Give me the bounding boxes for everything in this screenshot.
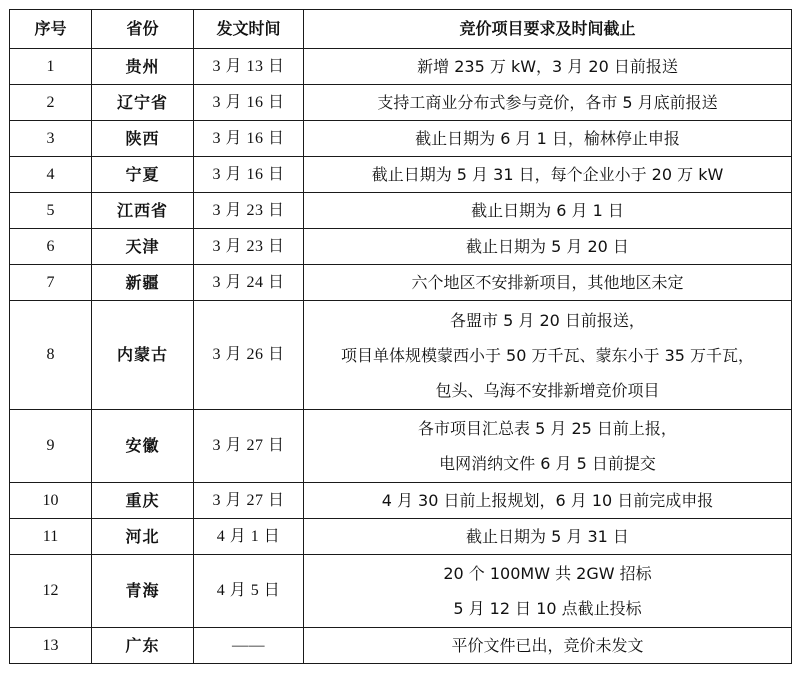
- province-cell: 重庆: [92, 483, 194, 519]
- requirement-line: 包头、乌海不安排新增竞价项目: [435, 380, 660, 400]
- table-row: [10, 265, 792, 301]
- requirement-cell: [304, 555, 792, 628]
- row-number-cell: 5: [10, 193, 92, 229]
- row-number-cell: 10: [10, 483, 92, 519]
- row-number-cell: 8: [10, 301, 92, 410]
- issue-date-cell: ——: [194, 628, 304, 664]
- requirement-cell: [304, 628, 792, 664]
- bidding-table: [9, 9, 792, 664]
- province-cell: 广东: [92, 628, 194, 664]
- row-number-cell: 3: [10, 121, 92, 157]
- requirement-line: 20 个 100MW 共 2GW 招标: [443, 564, 652, 583]
- province-cell: 新疆: [92, 265, 194, 301]
- issue-date-cell: 4 月 5 日: [194, 555, 304, 628]
- requirement-cell: [304, 229, 792, 265]
- requirement-cell: [304, 49, 792, 85]
- requirement-cell: [304, 85, 792, 121]
- issue-date-cell: 3 月 16 日: [194, 157, 304, 193]
- table-row: [10, 301, 792, 410]
- row-number-cell: 4: [10, 157, 92, 193]
- table-row: [10, 85, 792, 121]
- province-cell: 宁夏: [92, 157, 194, 193]
- row-number-cell: 13: [10, 628, 92, 664]
- header-cell-requirement: 竞价项目要求及时间截止: [304, 10, 792, 49]
- requirement-cell: [304, 265, 792, 301]
- row-number-cell: 12: [10, 555, 92, 628]
- table-row: [10, 157, 792, 193]
- table-row: [10, 121, 792, 157]
- requirement-line: 5 月 12 日 10 点截止投标: [453, 599, 642, 618]
- table-row: [10, 49, 792, 85]
- province-cell: 辽宁省: [92, 85, 194, 121]
- issue-date-cell: 4 月 1 日: [194, 519, 304, 555]
- issue-date-cell: 3 月 23 日: [194, 229, 304, 265]
- province-cell: 青海: [92, 555, 194, 628]
- issue-date-cell: 3 月 27 日: [194, 483, 304, 519]
- issue-date-cell: 3 月 23 日: [194, 193, 304, 229]
- table-row: [10, 555, 792, 628]
- table-row: [10, 519, 792, 555]
- issue-date-cell: 3 月 16 日: [194, 121, 304, 157]
- issue-date-cell: 3 月 26 日: [194, 301, 304, 410]
- province-cell: 内蒙古: [92, 301, 194, 410]
- row-number-cell: 7: [10, 265, 92, 301]
- row-number-cell: 1: [10, 49, 92, 85]
- requirement-line: 4 月 30 日前上报规划，6 月 10 日前完成申报: [381, 491, 714, 510]
- table-body: [10, 49, 792, 664]
- issue-date-cell: 3 月 27 日: [194, 410, 304, 483]
- row-number-cell: 6: [10, 229, 92, 265]
- row-number-cell: 11: [10, 519, 92, 555]
- requirement-line: 电网消纳文件 6 月 5 日前提交: [439, 454, 656, 473]
- requirement-cell: [304, 157, 792, 193]
- province-cell: 天津: [92, 229, 194, 265]
- requirement-line: 截止日期为 6 月 1 日，榆林停止申报: [415, 129, 680, 148]
- requirement-cell: [304, 193, 792, 229]
- requirement-line: 六个地区不安排新项目，其他地区未定: [411, 273, 684, 292]
- province-cell: 贵州: [92, 49, 194, 85]
- requirement-line: 截止日期为 5 月 31 日，每个企业小于 20 万 kW: [371, 165, 724, 184]
- province-cell: 安徽: [92, 410, 194, 483]
- requirement-line: 支持工商业分布式参与竞价，各市 5 月底前报送: [377, 93, 718, 112]
- table-row: [10, 628, 792, 664]
- issue-date-cell: 3 月 13 日: [194, 49, 304, 85]
- requirement-line: 各盟市 5 月 20 日前报送，: [450, 310, 645, 330]
- province-cell: 江西省: [92, 193, 194, 229]
- row-number-cell: 9: [10, 410, 92, 483]
- requirement-cell: [304, 301, 792, 410]
- requirement-cell: [304, 121, 792, 157]
- table-row: [10, 410, 792, 483]
- requirement-line: 各市项目汇总表 5 月 25 日前上报，: [418, 419, 677, 438]
- province-cell: 陕西: [92, 121, 194, 157]
- header-cell-province: 省份: [92, 10, 194, 49]
- requirement-line: 平价文件已出，竞价未发文: [451, 636, 644, 655]
- requirement-line: 截止日期为 5 月 20 日: [466, 237, 629, 256]
- issue-date-cell: 3 月 24 日: [194, 265, 304, 301]
- header-row: [10, 10, 792, 49]
- issue-date-cell: 3 月 16 日: [194, 85, 304, 121]
- row-number-cell: 2: [10, 85, 92, 121]
- requirement-cell: [304, 519, 792, 555]
- table-row: [10, 483, 792, 519]
- requirement-line: 截止日期为 5 月 31 日: [466, 527, 629, 546]
- requirement-line: 项目单体规模蒙西小于 50 万千瓦、蒙东小于 35 万千瓦，: [340, 345, 755, 365]
- header-cell-no: 序号: [10, 10, 92, 49]
- requirement-cell: [304, 410, 792, 483]
- table-row: [10, 193, 792, 229]
- table-header: [10, 10, 792, 49]
- requirement-cell: [304, 483, 792, 519]
- requirement-line: 新增 235 万 kW，3 月 20 日前报送: [417, 57, 678, 76]
- table-row: [10, 229, 792, 265]
- document-sheet: [9, 9, 791, 664]
- province-cell: 河北: [92, 519, 194, 555]
- requirement-line: 截止日期为 6 月 1 日: [471, 201, 624, 220]
- header-cell-date: 发文时间: [194, 10, 304, 49]
